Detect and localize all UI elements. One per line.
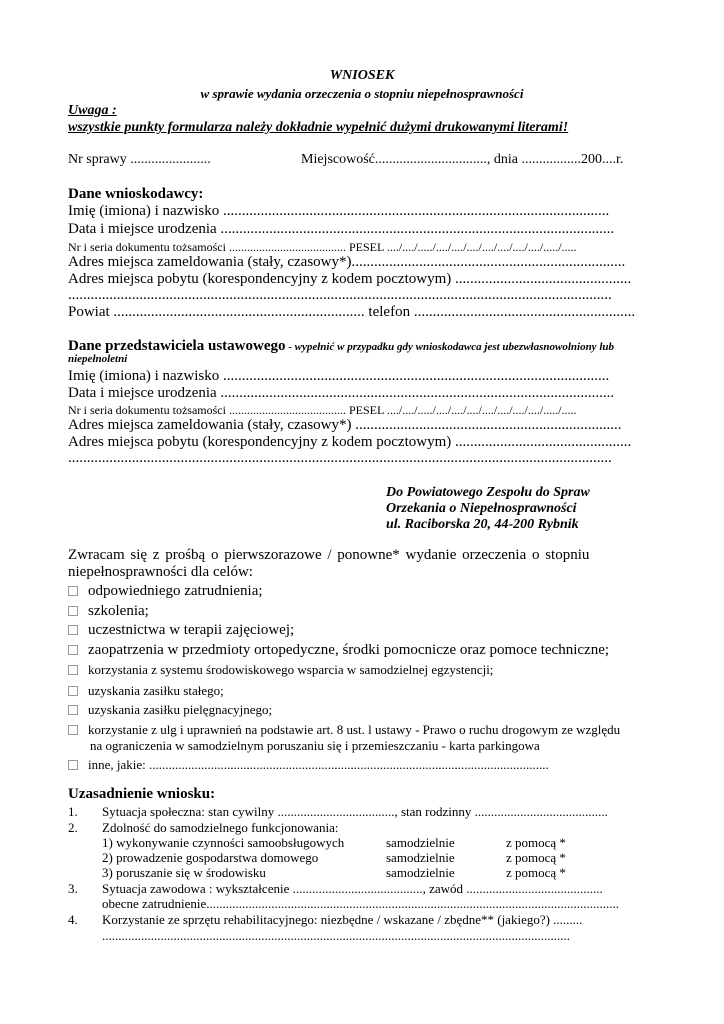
representative-heading-line bbox=[68, 338, 614, 354]
functioning-household-label: 2) prowadzenie gospodarstwa domowego bbox=[102, 850, 319, 865]
rehab-equipment-blank-line[interactable]: ................................................................................................................................................ bbox=[102, 928, 570, 943]
form-title: WNIOSEK bbox=[329, 68, 395, 83]
functioning-mobility-independent[interactable]: samodzielnie bbox=[386, 865, 455, 880]
representative-document-pesel-field[interactable]: Nr i seria dokumentu tożsamości ....................................... PESEL ..../..../...../..../..../..../..../..../..../..../...../..... bbox=[68, 403, 577, 417]
checkbox-icon[interactable] bbox=[68, 625, 78, 635]
functioning-household-independent[interactable]: samodzielnie bbox=[386, 850, 455, 865]
justification-heading: Uzasadnienie wniosku: bbox=[68, 786, 216, 802]
functioning-mobility-label: 3) poruszanie się w środowisku bbox=[102, 865, 266, 880]
applicant-county-phone-field[interactable]: Powiat ................................................................... telefon ........................................................... bbox=[68, 304, 636, 320]
checkbox-icon[interactable] bbox=[68, 725, 78, 735]
representative-heading-note-cont: niepełnoletni bbox=[68, 353, 128, 365]
option-other[interactable]: inne, jakie: ........................................................................................................................... bbox=[68, 758, 549, 771]
applicant-blank-line[interactable]: ................................................................................................................................................. bbox=[68, 287, 612, 303]
representative-address-stay-field[interactable]: Adres miejsca pobytu (korespondencyjny z kodem pocztowym) ............................................... bbox=[68, 434, 632, 450]
applicant-document-pesel-field[interactable]: Nr i seria dokumentu tożsamości ....................................... PESEL ..../..../...../..../..../..../..../..../..../..../...../..... bbox=[68, 240, 577, 254]
item-4-number: 4. bbox=[68, 912, 78, 927]
checkbox-icon[interactable] bbox=[68, 645, 78, 655]
rehab-equipment-field[interactable]: Korzystanie ze sprzętu rehabilitacyjnego: niezbędne / wskazane / zbędne** (jakiego?) ......... bbox=[102, 912, 583, 927]
option-care-allowance[interactable]: uzyskania zasiłku pielęgnacyjnego; bbox=[68, 703, 272, 716]
item-1-number: 1. bbox=[68, 804, 78, 819]
addressee-line-2: Orzekania o Niepełnosprawności bbox=[386, 501, 577, 516]
applicant-heading: Dane wnioskodawcy: bbox=[68, 186, 204, 202]
representative-birth-field[interactable]: Data i miejsce urodzenia ......................................................................................................... bbox=[68, 385, 615, 401]
addressee-line-1: Do Powiatowego Zespołu do Spraw bbox=[386, 485, 590, 500]
social-situation-field[interactable]: Sytuacja społeczna: stan cywilny ...................................., stan rodzinny ......................................... bbox=[102, 804, 608, 819]
representative-heading-note: - wypełnić w przypadku gdy wnioskodawca jest ubezwłasnowolniony lub bbox=[285, 341, 614, 353]
representative-name-field[interactable]: Imię (imiona) i nazwisko ....................................................................................................... bbox=[68, 368, 610, 384]
option-employment[interactable]: odpowiedniego zatrudnienia; bbox=[68, 584, 263, 599]
representative-blank-line[interactable]: ................................................................................................................................................. bbox=[68, 450, 612, 466]
option-parking-card-cont: na ograniczenia w samodzielnym poruszaniu się i przemieszczaniu - karta parkingowa bbox=[90, 738, 540, 753]
checkbox-icon[interactable] bbox=[68, 606, 78, 616]
functioning-household-assisted[interactable]: z pomocą * bbox=[506, 850, 566, 865]
functioning-mobility-assisted[interactable]: z pomocą * bbox=[506, 865, 566, 880]
note-label: Uwaga : bbox=[68, 103, 117, 118]
checkbox-icon[interactable] bbox=[68, 686, 78, 696]
applicant-birth-field[interactable]: Data i miejsce urodzenia ......................................................................................................... bbox=[68, 221, 615, 237]
option-orthopedic-supplies[interactable]: zaopatrzenia w przedmioty ortopedyczne, środki pomocnicze oraz pomoce techniczne; bbox=[68, 643, 609, 658]
option-permanent-allowance[interactable]: uzyskania zasiłku stałego; bbox=[68, 684, 224, 697]
applicant-address-registered-field[interactable]: Adres miejsca zameldowania (stały, czasowy*)......................................................................... bbox=[68, 254, 626, 270]
option-support-system[interactable]: korzystania z systemu środowiskowego wsparcia w samodzielnej egzystencji; bbox=[68, 663, 493, 676]
representative-heading: Dane przedstawiciela ustawowego bbox=[68, 338, 286, 354]
representative-address-registered-field[interactable]: Adres miejsca zameldowania (stały, czasowy*) ....................................................................... bbox=[68, 417, 622, 433]
place-date-field[interactable]: Miejscowość................................, dnia .................200....r. bbox=[301, 152, 624, 167]
functioning-selfcare-independent[interactable]: samodzielnie bbox=[386, 835, 455, 850]
addressee-line-3: ul. Raciborska 20, 44-200 Rybnik bbox=[386, 517, 579, 532]
request-text-line-2: niepełnosprawności dla celów: bbox=[68, 564, 253, 580]
checkbox-icon[interactable] bbox=[68, 665, 78, 675]
case-number-field[interactable]: Nr sprawy ....................... bbox=[68, 152, 211, 167]
item-2-number: 2. bbox=[68, 820, 78, 835]
form-subtitle: w sprawie wydania orzeczenia o stopniu niepełnosprawności bbox=[200, 86, 524, 101]
item-3-number: 3. bbox=[68, 881, 78, 896]
note-text: wszystkie punkty formularza należy dokładnie wypełnić dużymi drukowanymi literami! bbox=[68, 120, 569, 135]
checkbox-icon[interactable] bbox=[68, 586, 78, 596]
option-occupational-therapy[interactable]: uczestnictwa w terapii zajęciowej; bbox=[68, 623, 294, 638]
current-employment-field[interactable]: obecne zatrudnienie............................................................................................................................... bbox=[102, 896, 620, 911]
checkbox-icon[interactable] bbox=[68, 760, 78, 770]
professional-situation-field[interactable]: Sytuacja zawodowa : wykształcenie ........................................, zawód .......................................... bbox=[102, 881, 603, 896]
checkbox-icon[interactable] bbox=[68, 705, 78, 715]
option-parking-card[interactable]: korzystanie z ulg i uprawnień na podstawie art. 8 ust. l ustawy - Prawo o ruchu drogowym ze względu bbox=[68, 723, 620, 736]
functioning-selfcare-assisted[interactable]: z pomocą * bbox=[506, 835, 566, 850]
applicant-name-field[interactable]: Imię (imiona) i nazwisko ....................................................................................................... bbox=[68, 203, 610, 219]
applicant-address-stay-field[interactable]: Adres miejsca pobytu (korespondencyjny z kodem pocztowym) ............................................... bbox=[68, 271, 632, 287]
functioning-heading: Zdolność do samodzielnego funkcjonowania: bbox=[102, 820, 339, 835]
functioning-selfcare-label: 1) wykonywanie czynności samoobsługowych bbox=[102, 835, 345, 850]
request-text-line-1: Zwracam się z prośbą o pierwszorazowe / ponowne* wydanie orzeczenia o stopniu bbox=[68, 547, 590, 563]
option-training[interactable]: szkolenia; bbox=[68, 604, 149, 619]
